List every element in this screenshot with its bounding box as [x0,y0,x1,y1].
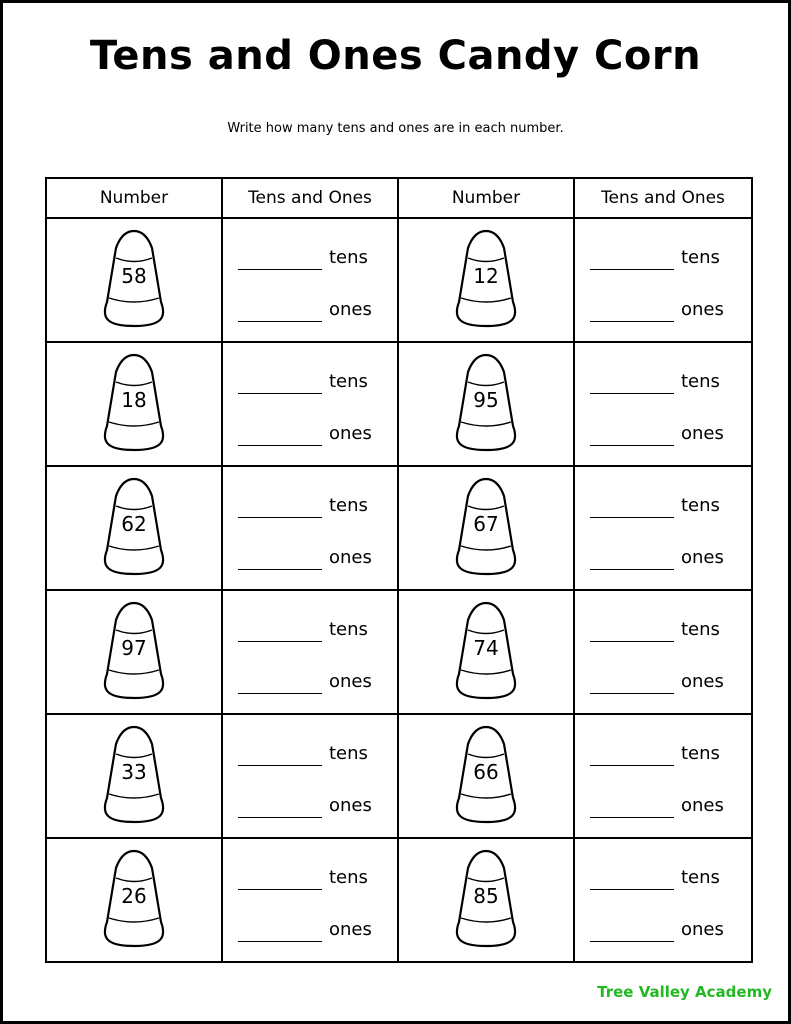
ones-label: ones [681,795,724,816]
tens-label: tens [681,619,720,640]
ones-label: ones [329,671,372,692]
number-cell-left [46,714,222,838]
candy-corn-icon [451,228,521,332]
table-row [46,342,752,466]
answer-cell-left [222,218,398,342]
tens-answer-line[interactable] [590,765,674,766]
tens-answer-line[interactable] [238,517,322,518]
ones-label: ones [681,671,724,692]
tens-label: tens [329,247,368,268]
table-row [46,838,752,962]
header-tens-ones-left: Tens and Ones [222,178,398,218]
candy-corn-icon [99,228,169,332]
tens-label: tens [681,247,720,268]
candy-number: 58 [121,264,147,288]
candy-number: 95 [473,388,499,412]
number-cell-left [46,466,222,590]
answer-cell-left [222,466,398,590]
header-tens-ones-right: Tens and Ones [574,178,752,218]
ones-label: ones [329,547,372,568]
ones-label: ones [681,547,724,568]
table-row [46,590,752,714]
ones-answer-line[interactable] [590,445,674,446]
header-number-right: Number [398,178,574,218]
answer-cell-left [222,342,398,466]
number-cell-right [398,714,574,838]
ones-label: ones [329,795,372,816]
ones-answer-line[interactable] [590,569,674,570]
tens-answer-line[interactable] [238,393,322,394]
candy-number: 18 [121,388,147,412]
tens-label: tens [329,743,368,764]
candy-number: 74 [473,636,499,660]
ones-answer-line[interactable] [238,817,322,818]
tens-answer-line[interactable] [590,641,674,642]
candy-number: 67 [473,512,499,536]
candy-number: 12 [473,264,499,288]
ones-answer-line[interactable] [238,941,322,942]
candy-number: 66 [473,760,499,784]
tens-answer-line[interactable] [238,765,322,766]
tens-ones-table [45,177,753,963]
candy-corn-icon [451,848,521,952]
ones-answer-line[interactable] [238,321,322,322]
answer-cell-right [574,838,752,962]
number-cell-left [46,838,222,962]
table-row [46,714,752,838]
table-header-row [46,178,752,218]
answer-cell-left [222,838,398,962]
ones-label: ones [681,299,724,320]
answer-cell-left [222,714,398,838]
candy-corn-icon [451,600,521,704]
answer-cell-right [574,466,752,590]
ones-answer-line[interactable] [590,941,674,942]
brand-logo-text: Tree Valley Academy [597,983,772,1001]
tens-label: tens [681,867,720,888]
tens-answer-line[interactable] [590,889,674,890]
candy-number: 97 [121,636,147,660]
ones-label: ones [681,423,724,444]
number-cell-left [46,218,222,342]
number-cell-right [398,218,574,342]
tens-label: tens [329,619,368,640]
candy-number: 26 [121,884,147,908]
answer-cell-right [574,714,752,838]
tens-label: tens [329,867,368,888]
candy-number: 85 [473,884,499,908]
answer-cell-right [574,342,752,466]
number-cell-right [398,838,574,962]
candy-number: 33 [121,760,147,784]
tens-label: tens [329,495,368,516]
ones-label: ones [329,919,372,940]
answer-cell-right [574,218,752,342]
instructions-text: Write how many tens and ones are in each number. [227,121,564,136]
ones-answer-line[interactable] [238,693,322,694]
tens-label: tens [681,743,720,764]
number-cell-left [46,342,222,466]
answer-cell-left [222,590,398,714]
ones-label: ones [329,423,372,444]
ones-answer-line[interactable] [590,321,674,322]
candy-corn-icon [451,352,521,456]
tens-label: tens [681,495,720,516]
ones-label: ones [681,919,724,940]
tens-answer-line[interactable] [590,269,674,270]
tens-answer-line[interactable] [238,269,322,270]
tens-answer-line[interactable] [590,517,674,518]
tens-label: tens [681,371,720,392]
tens-answer-line[interactable] [590,393,674,394]
header-number-left: Number [46,178,222,218]
table-row [46,218,752,342]
answer-cell-right [574,590,752,714]
table-row [46,466,752,590]
ones-answer-line[interactable] [590,817,674,818]
candy-corn-icon [99,352,169,456]
candy-corn-icon [99,724,169,828]
page-title: Tens and Ones Candy Corn [89,33,702,79]
number-cell-left [46,590,222,714]
number-cell-right [398,590,574,714]
candy-corn-icon [99,848,169,952]
number-cell-right [398,466,574,590]
candy-corn-icon [99,600,169,704]
ones-answer-line[interactable] [238,445,322,446]
number-cell-right [398,342,574,466]
ones-label: ones [329,299,372,320]
tens-label: tens [329,371,368,392]
tens-answer-line[interactable] [238,641,322,642]
ones-answer-line[interactable] [590,693,674,694]
candy-corn-icon [451,724,521,828]
ones-answer-line[interactable] [238,569,322,570]
tens-answer-line[interactable] [238,889,322,890]
candy-corn-icon [99,476,169,580]
candy-corn-icon [451,476,521,580]
candy-number: 62 [121,512,147,536]
